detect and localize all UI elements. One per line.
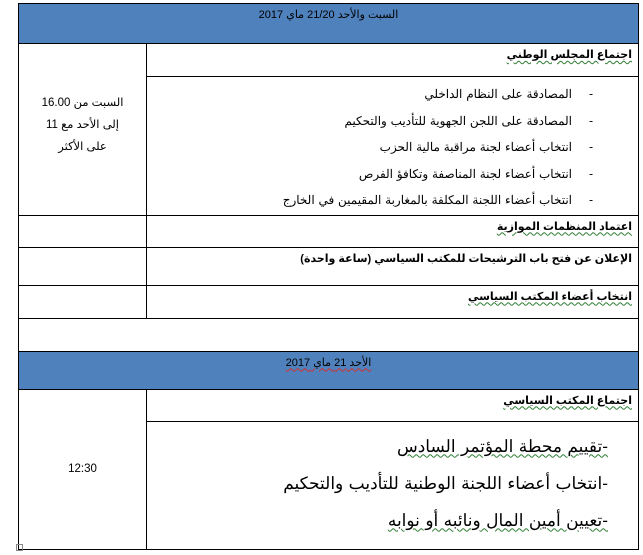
bureau-election-cell (147, 285, 639, 318)
announcement-time-cell (19, 247, 147, 285)
day2-items-cell (147, 421, 639, 549)
parallel-orgs-text: اعتماد المنظمات الموازية (496, 220, 632, 233)
list-item: -انتخاب أعضاء اللجنة الوطنية للتأديب والتحكيم (283, 473, 608, 494)
list-item: -تقييم محطة المؤتمر السادس (396, 436, 608, 457)
schedule-table (18, 3, 639, 550)
list-item: -تعيين أمين المال ونائبه أو نوابه (387, 510, 608, 531)
day1-time-text: السبت من 16.00 إلى الأحد مع 11 على الأكثر (41, 97, 124, 154)
list-item: -انتخاب أعضاء اللجنة المكلفة بالمغاربة المقيمين في الخارج (282, 193, 594, 207)
parallel-orgs-time-cell (19, 215, 147, 247)
list-item: -انتخاب أعضاء لجنة المناصفة وتكافؤ الفرص (358, 166, 594, 181)
day2-time-text: 12:30 (68, 463, 97, 475)
list-item: -انتخاب أعضاء لجنة مراقبة مالية الحزب (379, 140, 594, 154)
day2-session-title: اجتماع المكتب السياسي (503, 394, 632, 407)
announcement-cell (147, 247, 639, 285)
paragraph-end-marker (16, 544, 23, 551)
day1-session-title-cell (147, 44, 639, 77)
day2-items-list (147, 422, 638, 541)
day1-time-cell (19, 44, 147, 216)
bureau-election-text: انتخاب أعضاء المكتب السياسي (467, 290, 632, 303)
day2-header-band (19, 351, 639, 389)
schedule-document (18, 3, 638, 546)
day1-items-list (147, 77, 638, 215)
bureau-election-time-cell (19, 285, 147, 318)
day2-session-title-cell (147, 389, 639, 421)
announcement-text: الإعلان عن فتح باب الترشيحات للمكتب السياسي (ساعة واحدة) (300, 252, 632, 265)
day1-header-band (19, 4, 639, 44)
day1-items-cell (147, 77, 639, 216)
day1-header-text: السبت والأحد 21/20 ماي 2017 (258, 9, 399, 21)
list-item: -المصادقة على النظام الداخلي (424, 87, 594, 101)
day2-time-cell (19, 389, 147, 549)
day2-header-text: الأحد 21 ماي 2017 (285, 356, 372, 369)
parallel-orgs-cell (147, 215, 639, 247)
empty-spacer-row (19, 318, 639, 351)
list-item: -المصادقة على اللجن الجهوية للتأديب والتحكيم (344, 113, 594, 128)
day1-session-title: اجتماع المجلس الوطني (506, 49, 632, 61)
